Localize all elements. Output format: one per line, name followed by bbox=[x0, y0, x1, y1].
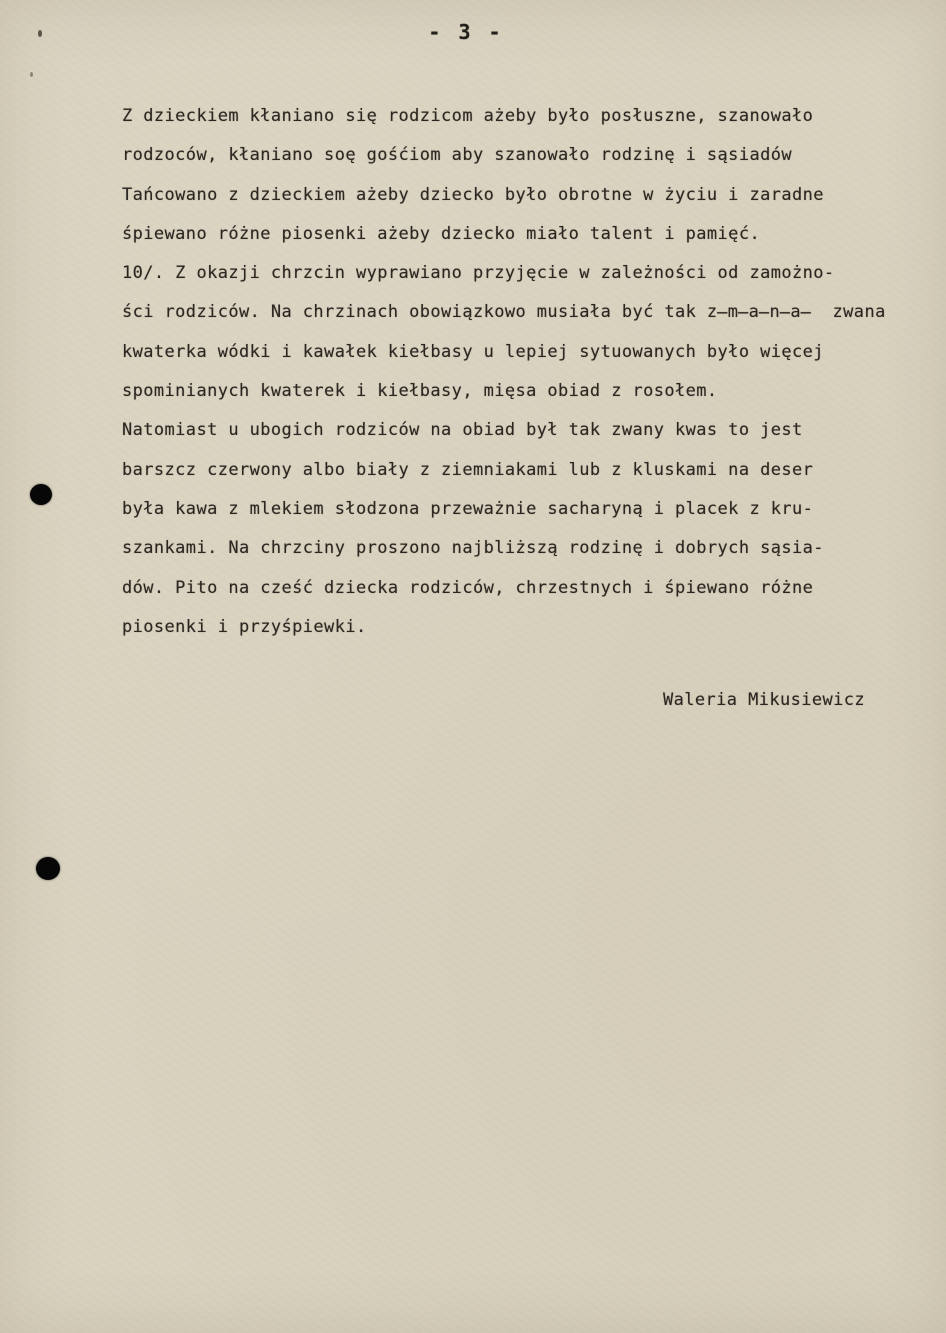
ink-speck bbox=[38, 30, 42, 37]
ink-speck bbox=[30, 72, 33, 77]
text-line: spominianych kwaterek i kiełbasy, mięsa obiad z rosołem. bbox=[122, 381, 718, 402]
text-line: Z dzieckiem kłaniano się rodzicom ażeby było posłuszne, szanowało bbox=[122, 106, 814, 126]
text-line: była kawa z mlekiem słodzona przeważnie sacharyną i placek z kru- bbox=[122, 498, 814, 519]
text-line: kwaterka wódki i kawałek kiełbasy u lepiej sytuowanych było więcej bbox=[122, 341, 824, 362]
typewritten-text-block bbox=[122, 97, 892, 647]
page-number: - 3 - bbox=[428, 20, 504, 44]
text-line: szankami. Na chrzciny proszono najbliższą rodzinę i dobrych sąsia- bbox=[122, 538, 824, 559]
text-line: dów. Pito na cześć dziecka rodziców, chrzestnych i śpiewano różne bbox=[122, 577, 814, 598]
hole-punch-top bbox=[30, 484, 52, 505]
signature: Waleria Mikusiewicz bbox=[663, 690, 866, 710]
text-line: barszcz czerwony albo biały z ziemniakami lub z kluskami na deser bbox=[122, 459, 814, 480]
hole-punch-bottom bbox=[36, 857, 60, 880]
text-line: 10/. Z okazji chrzcin wyprawiano przyjęcie w zależności od zamożno- bbox=[122, 263, 835, 284]
text-line: Tańcowano z dzieckiem ażeby dziecko było obrotne w życiu i zaradne bbox=[122, 184, 824, 205]
text-line: Natomiast u ubogich rodziców na obiad był tak zwany kwas to jest bbox=[122, 420, 803, 441]
text-line: śpiewano różne piosenki ażeby dziecko miało talent i pamięć. bbox=[122, 223, 761, 244]
text-line: piosenki i przyśpiewki. bbox=[122, 616, 367, 637]
text-line: rodzoców, kłaniano soę gośćiom aby szanowało rodzinę i sąsiadów bbox=[122, 145, 792, 166]
text-line: ści rodziców. Na chrzinach obowiązkowo musiała być tak z̶m̶a̶n̶a̶ zwana bbox=[122, 302, 886, 323]
